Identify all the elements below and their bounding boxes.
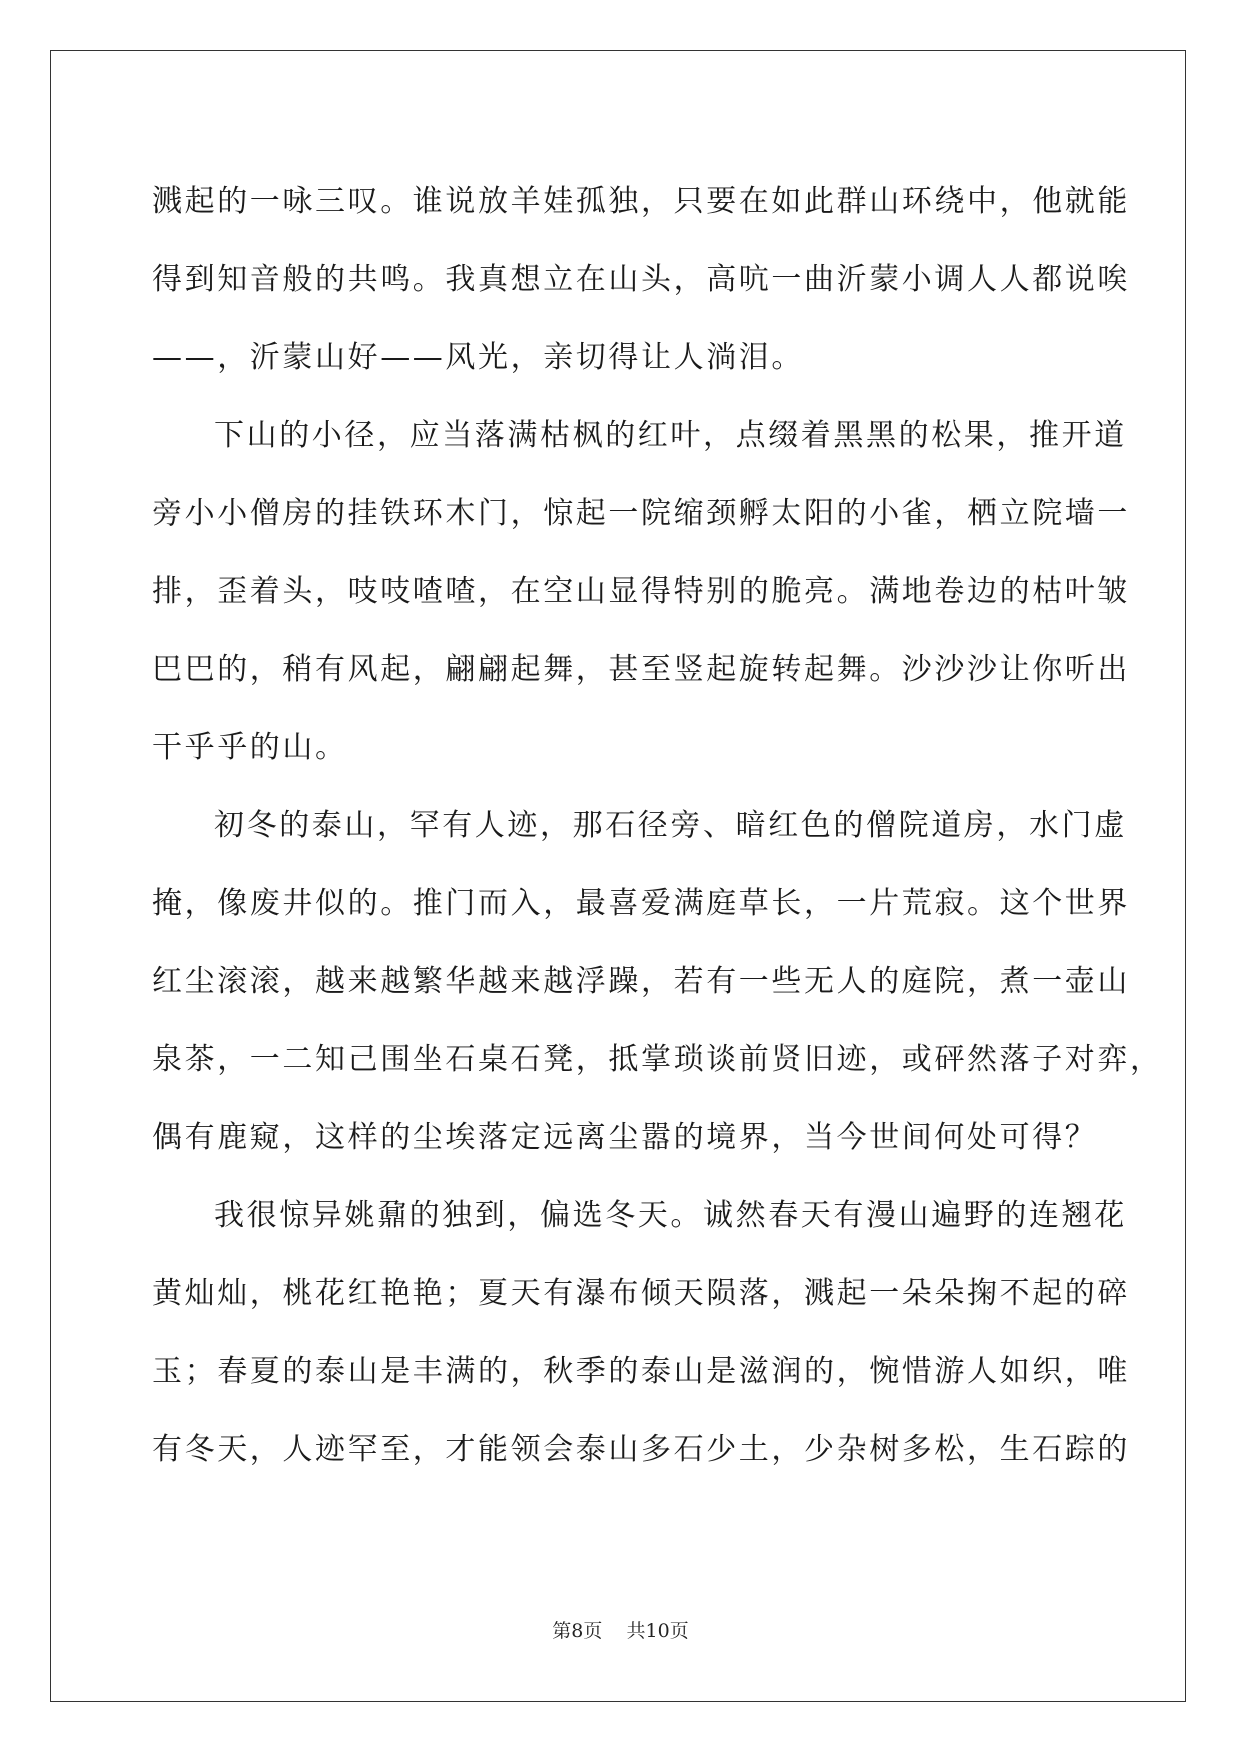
paragraph-start-line: 下山的小径，应当落满枯枫的红叶，点缀着黑黑的松果，推开道 <box>214 418 1127 453</box>
text-line: 有冬天，人迹罕至，才能领会泰山多石少土，少杂树多松，生石踪的 <box>152 1432 1130 1467</box>
text-line: 巴巴的，稍有风起，翩翩起舞，甚至竖起旋转起舞。沙沙沙让你听出 <box>152 652 1130 687</box>
text-line: 泉茶，一二知己围坐石桌石凳，抵掌琐谈前贤旧迹，或砰然落子对弈， <box>152 1042 1163 1077</box>
text-line: 溅起的一咏三叹。谁说放羊娃孤独，只要在如此群山环绕中，他就能 <box>152 184 1130 219</box>
text-line: 得到知音般的共鸣。我真想立在山头，高吭一曲沂蒙小调人人都说唉 <box>152 262 1130 297</box>
document-body <box>152 163 1163 1489</box>
text-line: ——，沂蒙山好——风光，亲切得让人淌泪。 <box>152 340 804 375</box>
text-line: 排，歪着头，吱吱喳喳，在空山显得特别的脆亮。满地卷边的枯叶皱 <box>152 574 1130 609</box>
text-line: 干乎乎的山。 <box>152 730 348 765</box>
text-line: 红尘滚滚，越来越繁华越来越浮躁，若有一些无人的庭院，煮一壶山 <box>152 964 1130 999</box>
text-line: 偶有鹿窥，这样的尘埃落定远离尘嚣的境界，当今世间何处可得？ <box>152 1120 1098 1155</box>
paragraph-start-line: 我很惊异姚鼐的独到，偏选冬天。诚然春天有漫山遍野的连翘花 <box>214 1198 1127 1233</box>
page-footer: 第8页 共10页 <box>552 1620 689 1642</box>
text-line: 玉；春夏的泰山是丰满的，秋季的泰山是滋润的，惋惜游人如织，唯 <box>152 1354 1130 1389</box>
text-line: 旁小小僧房的挂铁环木门，惊起一院缩颈孵太阳的小雀，栖立院墙一 <box>152 496 1130 531</box>
text-line: 掩，像废井似的。推门而入，最喜爱满庭草长，一片荒寂。这个世界 <box>152 886 1130 921</box>
paragraph-start-line: 初冬的泰山，罕有人迹，那石径旁、暗红色的僧院道房，水门虚 <box>214 808 1127 843</box>
text-line: 黄灿灿，桃花红艳艳；夏天有瀑布倾天陨落，溅起一朵朵掬不起的碎 <box>152 1276 1130 1311</box>
